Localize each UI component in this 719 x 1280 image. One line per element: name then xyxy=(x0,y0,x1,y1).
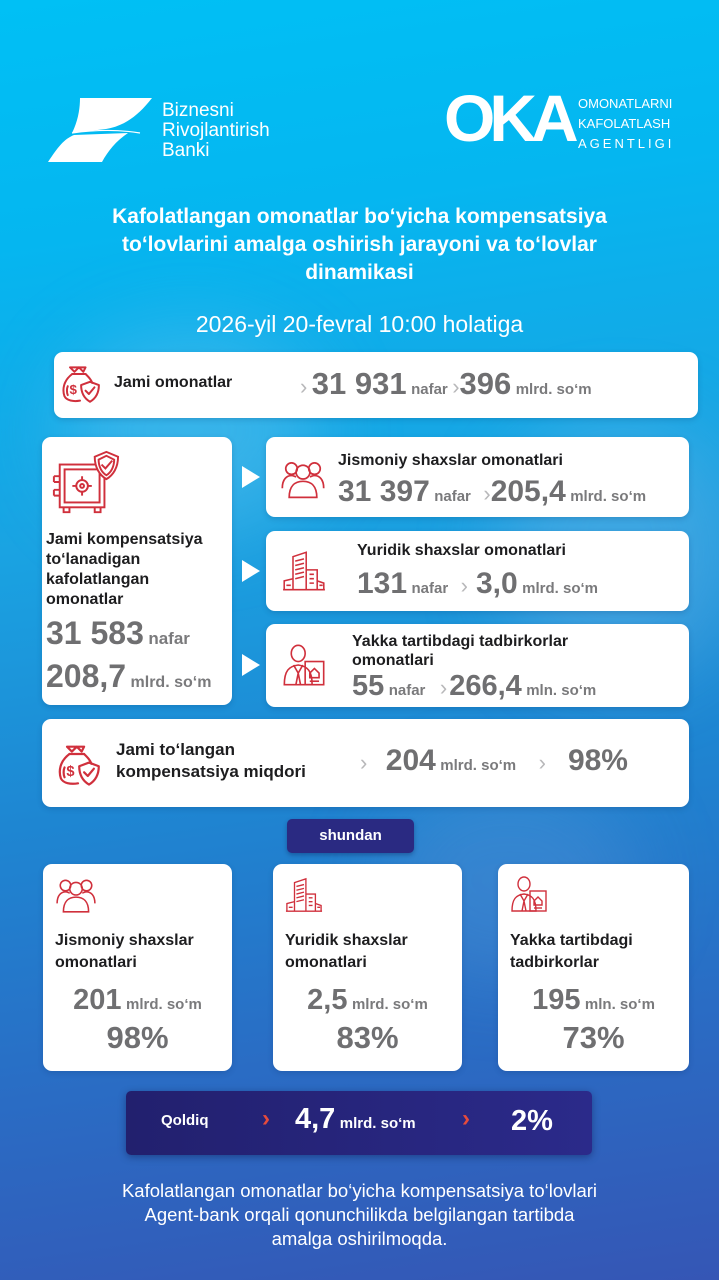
compensable-deposits-card xyxy=(42,437,232,705)
paid-entrepreneurs-amount: 195 xyxy=(532,984,581,1016)
people-group-icon xyxy=(55,876,97,914)
brb-logo xyxy=(44,95,304,170)
compensable-label-line: omonatlar xyxy=(46,591,124,608)
paid-compensation-label xyxy=(116,739,306,783)
remainder-percent: 2% xyxy=(511,1105,553,1137)
amount-unit: mlrd. so‘m xyxy=(351,996,428,1013)
paid-individuals-label-line: Jismoniy shaxslar xyxy=(55,932,194,949)
total-deposits-count: 31 931 xyxy=(311,366,407,401)
entrepreneurs-count: 55 xyxy=(352,670,385,702)
paid-label-line: Jami to‘langan xyxy=(116,740,236,759)
footer-line: amalga oshirilmoqda. xyxy=(271,1228,448,1249)
individuals-count: 31 397 xyxy=(338,475,430,508)
total-deposits-card xyxy=(54,352,698,418)
chevron-right-icon: › xyxy=(262,1105,270,1132)
footer-line: Kafolatlangan omonatlar bo‘yicha kompensatsiya to‘lovlari xyxy=(121,1180,598,1201)
count-unit: nafar xyxy=(411,381,448,398)
entrepreneur-icon xyxy=(282,642,326,688)
compensable-label-line: kafolatlangan xyxy=(46,571,150,588)
count-unit: nafar xyxy=(148,629,190,648)
office-building-icon xyxy=(285,876,323,914)
paid-individuals-card xyxy=(43,864,232,1071)
arrow-right-icon xyxy=(242,466,260,488)
page-title xyxy=(30,203,689,287)
amount-unit: mlrd. so‘m xyxy=(570,488,647,505)
compensable-label xyxy=(46,530,203,610)
money-bag-shield-icon xyxy=(60,364,100,404)
entrepreneur-icon xyxy=(510,874,548,914)
chevron-right-icon: › xyxy=(538,750,546,775)
individuals-amount: 205,4 xyxy=(490,475,566,508)
legal-entities-label: Yuridik shaxslar omonatlari xyxy=(357,542,566,559)
arrow-right-icon xyxy=(242,654,260,676)
legal-entities-deposits-card xyxy=(266,531,689,611)
legal-entities-amount: 3,0 xyxy=(475,567,518,600)
brb-logo-line: Biznesni xyxy=(162,100,234,121)
people-group-icon xyxy=(280,457,326,501)
paid-legal-label-line: omonatlari xyxy=(285,954,367,971)
paid-entrepreneurs-label-line: Yakka tartibdagi xyxy=(510,932,633,949)
footer-note xyxy=(30,1179,689,1251)
compensable-label-line: to‘lanadigan xyxy=(46,551,141,568)
brb-logo-line: Rivojlantirish xyxy=(162,120,270,141)
compensable-label-line: Jami kompensatsiya xyxy=(46,531,203,548)
paid-legal-amount: 2,5 xyxy=(307,984,348,1016)
oka-logo-line: OMONATLARNI xyxy=(578,96,673,111)
oka-logo-line: AGENTLIGI xyxy=(578,136,675,151)
title-line: to‘lovlarini amalga oshirish jarayoni va to‘lovlar xyxy=(122,233,597,256)
paid-legal-label-line: Yuridik shaxslar xyxy=(285,932,408,949)
entrepreneurs-label-line: omonatlari xyxy=(352,652,434,669)
total-deposits-label: Jami omonatlar xyxy=(114,374,233,391)
remainder-label: Qoldiq xyxy=(161,1112,209,1129)
total-deposits-values xyxy=(300,366,592,402)
legal-entities-count: 131 xyxy=(357,567,408,600)
entrepreneurs-label xyxy=(352,632,568,670)
chevron-right-icon: › xyxy=(439,675,448,700)
remainder-amount: 4,7 xyxy=(295,1103,336,1135)
title-line: Kafolatlangan omonatlar bo‘yicha kompensatsiya xyxy=(112,205,607,228)
brb-logo-line: Banki xyxy=(162,140,210,161)
paid-legal-entities-card xyxy=(273,864,462,1071)
amount-unit: mlrd. so‘m xyxy=(515,381,592,398)
entrepreneurs-amount: 266,4 xyxy=(449,670,522,702)
individuals-label: Jismoniy shaxslar omonatlari xyxy=(338,452,563,469)
count-unit: nafar xyxy=(388,682,426,699)
oka-logo-line: KAFOLATLASH xyxy=(578,116,671,131)
total-deposits-amount: 396 xyxy=(459,366,512,401)
remainder-bar xyxy=(126,1091,592,1155)
paid-entrepreneurs-label-line: tadbirkorlar xyxy=(510,954,599,971)
amount-unit: mlrd. so‘m xyxy=(125,996,202,1013)
report-date: 2026-yil 20-fevral 10:00 holatiga xyxy=(195,311,524,337)
chevron-right-icon: › xyxy=(462,1105,470,1132)
title-line: dinamikasi xyxy=(305,261,414,284)
amount-unit: mlrd. so‘m xyxy=(440,757,517,774)
paid-individuals-amount: 201 xyxy=(73,984,122,1016)
paid-compensation-card xyxy=(42,719,689,807)
paid-percent: 98% xyxy=(567,744,628,777)
amount-unit: mln. so‘m xyxy=(526,682,597,699)
chevron-right-icon: › xyxy=(483,481,491,506)
chevron-right-icon: › xyxy=(360,750,368,775)
brb-wave-logo-icon xyxy=(44,95,156,165)
compensable-amount: 208,7 xyxy=(46,658,127,694)
amount-unit: mlrd. so‘m xyxy=(130,674,212,691)
individuals-deposits-card xyxy=(266,437,689,517)
chevron-right-icon: › xyxy=(300,374,308,399)
oka-logo-mark: OKA xyxy=(444,81,573,155)
footer-line: Agent-bank orqali qonunchilikda belgilangan tartibda xyxy=(144,1204,575,1225)
entrepreneurs-deposits-card xyxy=(266,624,689,707)
entrepreneurs-label-line: Yakka tartibdagi tadbirkorlar xyxy=(352,633,569,650)
paid-entrepreneurs-percent: 73% xyxy=(562,1020,625,1055)
amount-unit: mln. so‘m xyxy=(584,996,655,1013)
count-unit: nafar xyxy=(434,488,471,505)
of-which-badge: shundan xyxy=(287,819,414,853)
safe-shield-icon xyxy=(50,449,120,517)
compensable-count: 31 583 xyxy=(46,615,144,651)
arrow-right-icon xyxy=(242,560,260,582)
count-unit: nafar xyxy=(411,580,449,597)
amount-unit: mlrd. so‘m xyxy=(522,580,599,597)
oka-logo xyxy=(444,81,704,158)
paid-label-line: kompensatsiya miqdori xyxy=(116,762,306,781)
paid-individuals-percent: 98% xyxy=(106,1020,169,1055)
office-building-icon xyxy=(282,549,326,593)
paid-individuals-label-line: omonatlari xyxy=(55,954,137,971)
amount-unit: mlrd. so‘m xyxy=(339,1115,416,1132)
chevron-right-icon: › xyxy=(460,573,468,598)
money-bag-shield-icon xyxy=(56,743,100,787)
paid-amount: 204 xyxy=(385,744,436,777)
paid-entrepreneurs-card xyxy=(498,864,689,1071)
paid-legal-percent: 83% xyxy=(336,1020,399,1055)
chevron-right-icon: › xyxy=(452,374,460,399)
